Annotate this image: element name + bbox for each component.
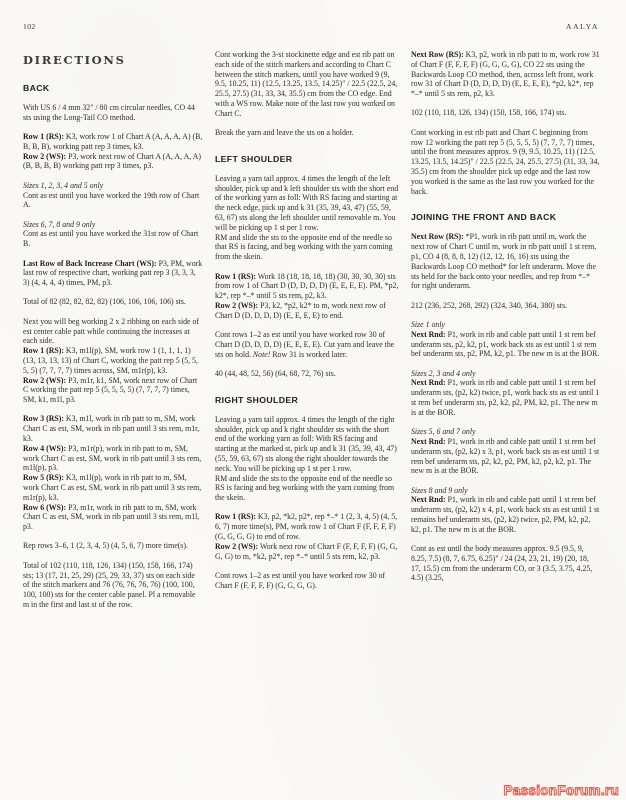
text-run: Cont working the 3-st stockinette edge and est rib patt on each side of the stitch markers and according to Chart C between the stitch markers, until you have worked 9 (9, 9.5, 10.25, 11) (12.5, 13.25, 13.5, 14.25)" / 22.5 (22.5, 24, 25.5, 27.5) (31, 33, 34, 35.5) cm from the CO edge. End with a WS row. Make note of the last row you worked on Chart C.: [215, 50, 398, 118]
paragraph: [23, 152, 203, 172]
row-label: Next Rnd:: [411, 495, 446, 505]
paragraph: [215, 542, 399, 562]
paragraph: [23, 346, 203, 375]
row-label: Next Row (RS):: [411, 232, 464, 242]
text-run: Cont as est until the body measures approx. 9.5 (9.5, 9, 8.25, 7.5) (8, 7, 6.75, 6.25)" / 24 (24, 23, 21, 19) (20, 18, 17, 15.5) cm from the underarm CO, or 3 (3.5, 3.75, 4.25, 4.5) (3.25,: [411, 544, 593, 583]
paragraph: [215, 571, 399, 591]
row-label: Row 2 (WS):: [23, 375, 67, 385]
text-run: Leaving a yarn tail approx. 4 times the length of the left shoulder, pick up and k left shoulder sts with the short end of the working yarn as foll: With RS facing and starting at the neck edge, pick up and k 31 (35, 39, 43, 47) (55, 59, 63, 67) sts along the left shoulder until removable m. You will be picking up 1 st per 1 row.: [215, 173, 399, 232]
paragraph: [215, 301, 399, 321]
paragraph: [23, 317, 203, 346]
paragraph: [23, 103, 203, 123]
row-label: Next Rnd:: [411, 329, 446, 339]
paragraph: [411, 232, 600, 291]
paragraph: [23, 132, 203, 152]
text-run: P3, k2, *p2, k2* to m, work next row of Chart D (D, D, D, D) (E, E, E, E) to end.: [215, 300, 386, 320]
paragraph: [411, 50, 600, 99]
paragraph: [23, 191, 203, 211]
paragraph: [215, 233, 399, 262]
paragraph: [215, 474, 399, 503]
paragraph: [411, 108, 600, 118]
text-run: RM and slide the sts to the opposite end of the needle so RS is facing and beg working with the yarn coming from the skein.: [215, 473, 395, 503]
text-run: With US 6 / 4 mm 32" / 80 cm circular needles, CO 44 sts using the Long-Tail CO method.: [23, 103, 195, 122]
text-run: 102 (110, 118, 126, 134) (150, 158, 166, 174) sts.: [411, 108, 567, 118]
text-run: *P1, work in rib patt until m, work the next row of Chart C until m, work in rib patt until 1 st rem, p1, CO 4 (8, 8, 8, 12) (12, 12, 16, 16) sts using the Backwards Loop CO method* for left underarm. Move the sts held for the back onto your needles, and rep from *–* for right underarm.: [411, 232, 597, 291]
row-label: Last Row of Back Increase Chart (WS):: [23, 258, 157, 268]
text-run: P1, work in rib and cable patt until 1 st rem bef underarm sts, p2, k2, p1, work back sts as est until 1 st rem bef underarm sts, p2, PM, k2, p1. The new m is at the BOR.: [411, 329, 600, 359]
paragraph: [411, 301, 600, 311]
row-label: Row 1 (RS):: [215, 271, 256, 281]
row-label: Row 2 (WS):: [23, 151, 67, 161]
text-run: Cont rows 1–2 as est until you have worked row 30 of Chart D (D, D, D, D) (E, E, E, E). Cut yarn and leave the sts on hold.: [215, 330, 395, 359]
content-columns: [23, 50, 600, 610]
paragraph: [411, 330, 600, 359]
text-run: K3, m1l, work in rib patt to m, SM, work Chart C as est, SM, work in rib patt until 3 sts rem, m1r, k3.: [23, 414, 200, 444]
text-run: P3, m1r(p), work in rib patt to m, SM, work Chart C as est, SM, work in rib patt until 3 sts rem, m1l(p), p3.: [23, 443, 202, 473]
row-label: Next Row (RS):: [411, 50, 464, 59]
row-label: Row 1 (RS):: [23, 132, 64, 142]
text-run: K3, p2, work in rib patt to m, work row 31 of Chart F (F, F, F, F) (G, G, G, G), CO 22 sts using the Backwards Loop CO method, then, across left front, work row 31 of Chart D (D, D, D, D) (E, E, E, E), *p2, k2*, rep *–* until 5 sts rem, p2, k3.: [411, 50, 600, 99]
section-heading: BACK: [23, 83, 50, 93]
column-left: [23, 50, 203, 610]
section-heading: JOINING THE FRONT AND BACK: [411, 212, 557, 223]
text-run: Rep rows 3–6, 1 (2, 3, 4, 5) (4, 5, 6, 7) more time(s).: [23, 541, 188, 551]
paragraph: [411, 437, 600, 476]
row-label: Row 1 (RS):: [23, 346, 64, 356]
size-note: Sizes 5, 6 and 7 only: [411, 427, 476, 437]
text-run: P3, m1r, work in rib patt to m, SM, work Chart C as est, SM, work in rib patt until 3 sts rem, m1l, p3.: [23, 502, 200, 532]
paragraph: [215, 415, 399, 474]
paragraph: [23, 414, 203, 443]
text-run: P1, work in rib and cable patt until 1 st rem bef underarm sts, (p2, k2) x 4, p1, work back sts as est until 1 st remains bef underarm sts, (p2, k2) twice, p2, PM, k2, p2, k2, p1. The new m is at the BOR.: [411, 495, 600, 534]
page-title: DIRECTIONS: [23, 53, 126, 67]
watermark: PassionForum.ru: [503, 783, 619, 798]
column-middle: [215, 50, 399, 590]
paragraph: [215, 128, 399, 138]
text-run: Note!: [252, 349, 271, 359]
row-label: Row 2 (WS):: [215, 300, 259, 310]
column-middle-blocks: [215, 50, 399, 590]
text-run: Next you will beg working 2 x 2 ribbing on each side of est center cable patt while continuing the increases at each side.: [23, 316, 200, 346]
column-right-blocks: [411, 50, 600, 583]
text-run: P1, work in rib and cable patt until 1 st rem bef underarm sts, (p2, k2) x 3, p1, work back sts as est until 1 st rem bef underarm sts, p2, k2, p2, PM, k2, p2, k2, p1. The new m is at the BOR.: [411, 436, 600, 476]
text-run: Cont working in est rib patt and Chart C beginning from row 12 working the patt rep 5 (5, 5, 5, 5) (7, 7, 7, 7) times, until the front measures approx. 9 (9, 9.5, 10.25, 11) (12.5, 13.25, 13.5, 14.25)" / 22.5 (22.5, 24, 25.5, 27.5) (31, 33, 34, 35.5) cm from the shoulder pick up edge and the last row you worked is the same as the last row you worked for the back.: [411, 127, 600, 196]
row-label: Row 5 (RS):: [23, 473, 64, 483]
text-run: P3, PM, work last row of respective chart, working patt rep 3 (3, 3, 3, 3) (4, 4, 4, 4) times, PM, p3.: [23, 258, 203, 288]
paragraph: [411, 128, 600, 197]
text-run: Total of 102 (110, 118, 126, 134) (150, 158, 166, 174) sts; 13 (17, 21, 25, 29) (25, 29, 33, 37) sts on each side of the stitch markers and 76 (76, 76, 76, 76) (100, 100, 100, 100) sts for the center cable panel. Pl a removable m in the first and last st of the row.: [23, 560, 196, 609]
text-run: P3, m1r, k1, SM, work next row of Chart C working the patt rep 5 (5, 5, 5, 5) (7, 7, 7, 7) times, SM, k1, m1l, p3.: [23, 375, 198, 405]
size-note: Sizes 1, 2, 3, 4 and 5 only: [23, 180, 104, 190]
paragraph: [411, 495, 600, 534]
paragraph: [215, 512, 399, 541]
paragraph: [23, 376, 203, 405]
column-left-blocks: [23, 83, 203, 610]
text-run: Total of 82 (82, 82, 82, 82) (106, 106, 106, 106) sts.: [23, 297, 186, 307]
column-right: [411, 50, 600, 583]
size-note: Sizes 8 and 9 only: [411, 485, 468, 495]
size-note: Sizes 6, 7, 8 and 9 only: [23, 219, 96, 229]
row-label: Row 3 (RS):: [23, 414, 64, 424]
text-run: Work next row of Chart F (F, F, F, F) (G, G, G, G) to m, *k2, p2*, rep *–* until 5 sts rem, k2, p3.: [215, 541, 398, 561]
text-run: K3, work row 1 of Chart A (A, A, A, A) (B, B, B, B), working patt rep 3 times, k3.: [23, 132, 203, 151]
row-label: Row 1 (RS):: [215, 512, 256, 522]
paragraph: [23, 561, 203, 610]
paragraph: [411, 544, 600, 583]
paragraph: [215, 174, 399, 233]
size-note: Size 1 only: [411, 319, 445, 329]
text-run: Break the yarn and leave the sts on a holder.: [215, 128, 354, 138]
paragraph: [23, 473, 203, 502]
text-run: K3, m1l(p), SM, work row 1 (1, 1, 1, 1) (13, 13, 13, 13) of Chart C, working the patt rep 5 (5, 5, 5, 5) (7, 7, 7, 7) times across, SM, m1r(p), k3.: [23, 346, 198, 375]
text-run: K3, m1l(p), work in rib patt to m, SM, work Chart C as est, SM, work in rib patt until 3 sts rem, m1r(p), k3.: [23, 473, 202, 502]
paragraph: [215, 330, 399, 359]
paragraph: [23, 503, 203, 532]
paragraph: [23, 259, 203, 288]
text-run: Work 18 (18, 18, 18, 18) (30, 30, 30, 30) sts from row 1 of Chart D (D, D, D, D) (E, E, E, E). PM, *p2, k2*, rep *–* until 5 sts rem, p2, k3.: [215, 271, 399, 301]
text-run: 40 (44, 48, 52, 56) (64, 68, 72, 76) sts.: [215, 368, 336, 378]
text-run: Cont as est until you have worked the 31st row of Chart B.: [23, 229, 199, 249]
row-label: Next Rnd:: [411, 436, 446, 446]
paragraph: [23, 444, 203, 473]
paragraph: [23, 229, 203, 249]
text-run: Row 31 is worked later.: [270, 349, 348, 359]
text-run: K3, p2, *k2, p2*, rep *–* 1 (2, 3, 4, 5) (4, 5, 6, 7) more time(s), PM, work row 1 of Chart F (F, F, F, F) (G, G, G, G) to end of row.: [215, 512, 398, 541]
page-header: [23, 22, 599, 31]
paragraph: [23, 297, 203, 307]
brand-name: AALYA: [566, 22, 599, 31]
paragraph: [215, 369, 399, 379]
size-note: Sizes 2, 3 and 4 only: [411, 368, 476, 378]
text-run: Leaving a yarn tail approx. 4 times the length of the right shoulder, pick up and k right shoulder sts with the short end of the working yarn as foll: With RS facing and starting at the marked st, pick up and k 31 (35, 39, 43, 47) (55, 59, 63, 67) sts along the right shoulder towards the neck. You will be picking up 1 st per 1 row.: [215, 414, 397, 473]
row-label: Row 2 (WS):: [215, 541, 259, 551]
page-number: 102: [23, 22, 36, 31]
text-run: Cont as est until you have worked the 19th row of Chart A.: [23, 190, 200, 210]
paragraph: [215, 272, 399, 301]
paragraph: [411, 378, 600, 417]
text-run: RM and slide the sts to the opposite end of the needle so that RS is facing, and beg working with the yarn coming from the skein.: [215, 232, 393, 262]
paragraph: [215, 50, 399, 119]
row-label: Row 4 (WS):: [23, 443, 67, 453]
paragraph: [23, 541, 203, 551]
row-label: Row 6 (WS):: [23, 502, 67, 512]
text-run: P1, work in rib and cable patt until 1 st rem bef underarm sts, (p2, k2) twice, p1, work back sts as est until 1 st rem bef underarm sts, p2, k2, p2, PM, k2, p1. The new m is at the BOR.: [411, 378, 600, 417]
text-run: 212 (236, 252, 268, 292) (324, 340, 364, 380) sts.: [411, 300, 567, 310]
section-heading: LEFT SHOULDER: [215, 153, 293, 164]
section-heading: RIGHT SHOULDER: [215, 394, 299, 405]
text-run: P3, work next row of Chart A (A, A, A, A) (B, B, B, B) working patt rep 3 times, p3.: [23, 151, 202, 171]
text-run: Cont rows 1–2 as est until you have worked row 30 of Chart F (F, F, F, F) (G, G, G, G).: [215, 570, 386, 590]
row-label: Next Rnd:: [411, 378, 446, 388]
